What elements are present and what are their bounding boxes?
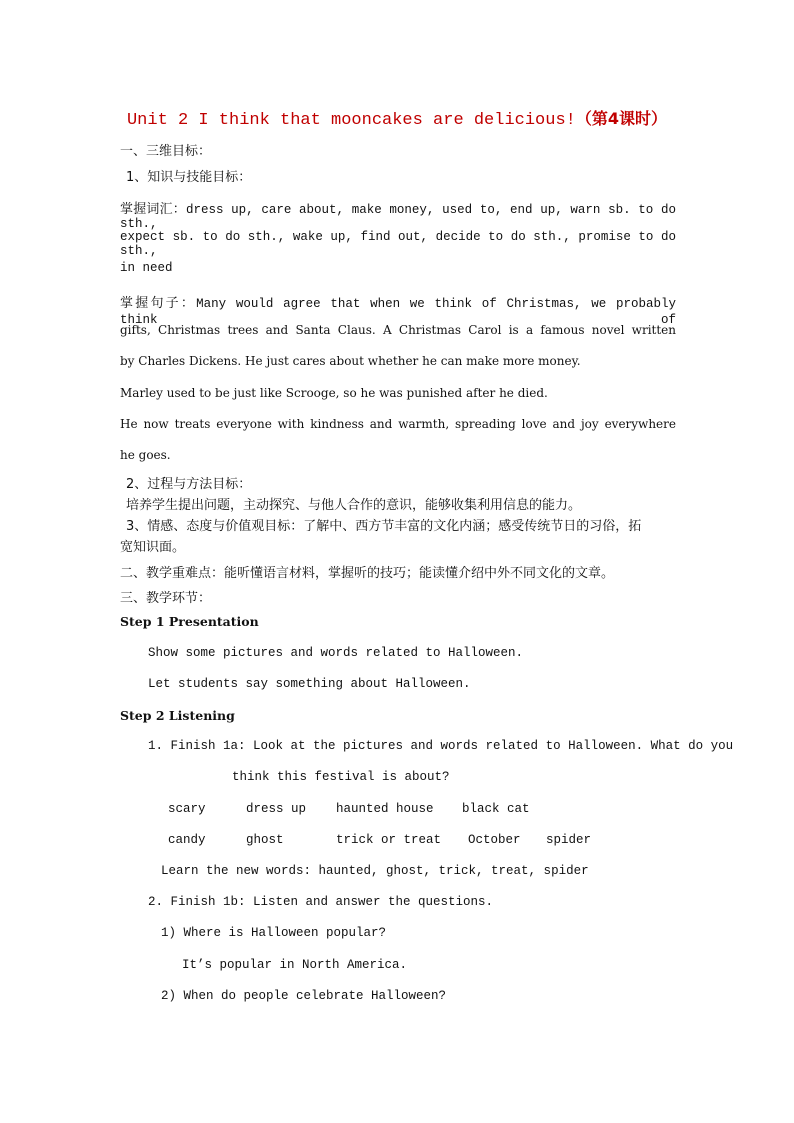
new-words-line: Learn the new words: haunted, ghost, trick, treat, spider [161, 864, 589, 878]
section-1-3-line-1: 3、情感、态度与价值观目标：了解中、西方节丰富的文化内涵；感受传统节日的习俗，拓 [126, 519, 642, 534]
section-1-heading: 一、三维目标： [120, 144, 212, 159]
section-2-heading: 二、教学重难点：能听懂语言材料，掌握听的技巧；能读懂介绍中外不同文化的文章。 [120, 566, 615, 581]
step-2-item-2: 2. Finish 1b: Listen and answer the questions. [148, 895, 494, 909]
sentence-label: 掌握句子： [120, 296, 197, 311]
word-item: haunted house [336, 802, 434, 816]
sentence-line-6: he goes. [120, 448, 171, 462]
sentence-line-4: Marley used to be just like Scrooge, so he was punished after he died. [120, 386, 548, 400]
step-1-line-1: Show some pictures and words related to Halloween. [148, 646, 524, 660]
section-1-2-text: 培养学生提出问题，主动探究、与他人合作的意识，能够收集利用信息的能力。 [126, 498, 582, 513]
vocab-line-3: in need [120, 261, 173, 275]
sentence-line-3: by Charles Dickens. He just cares about whether he can make more money. [120, 354, 581, 368]
step-2-item-1-line-2: think this festival is about? [232, 770, 450, 784]
sentence-line-5: He now treats everyone with kindness and warmth, spreading love and joy everywhere [120, 417, 676, 431]
vocab-line-2: expect sb. to do sth., wake up, find out, decide to do sth., promise to do sth., [120, 230, 676, 258]
title-english: Unit 2 I think that mooncakes are delicious! [126, 111, 576, 130]
section-1-3-line-2: 宽知识面。 [120, 540, 186, 555]
step-1-line-2: Let students say something about Halloween. [148, 677, 471, 691]
section-1-2-heading: 2、过程与方法目标： [126, 477, 252, 492]
title-lesson-number: （第4课时） [575, 109, 667, 128]
vocab-label: 掌握词汇： [120, 202, 186, 217]
document-title [0, 106, 794, 130]
word-item: trick or treat [336, 833, 442, 847]
step-1-heading: Step 1 Presentation [120, 614, 259, 629]
answer-1: It’s popular in North America. [182, 958, 408, 972]
word-item: scary [168, 802, 206, 816]
sentence-line-2: gifts, Christmas trees and Santa Claus. A Christmas Carol is a famous novel written [120, 323, 676, 337]
step-2-heading: Step 2 Listening [120, 708, 235, 723]
vocab-line-1: 掌握词汇：dress up, care about, make money, used to, end up, warn sb. to do sth., [120, 202, 676, 231]
word-item: black cat [462, 802, 530, 816]
word-item: ghost [246, 833, 284, 847]
word-item: spider [546, 833, 592, 847]
section-1-1-heading: 1、知识与技能目标： [126, 170, 252, 185]
sentence-line-1: 掌握句子：Many would agree that when we think of Christmas, we probably think of [120, 296, 676, 327]
question-2: 2) When do people celebrate Halloween? [161, 989, 447, 1003]
question-1: 1) Where is Halloween popular? [161, 926, 387, 940]
word-item: dress up [246, 802, 307, 816]
word-item: candy [168, 833, 206, 847]
section-3-heading: 三、教学环节： [120, 591, 212, 606]
word-item: October [468, 833, 521, 847]
step-2-item-1-line-1: 1. Finish 1a: Look at the pictures and words related to Halloween. What do you [148, 739, 734, 753]
